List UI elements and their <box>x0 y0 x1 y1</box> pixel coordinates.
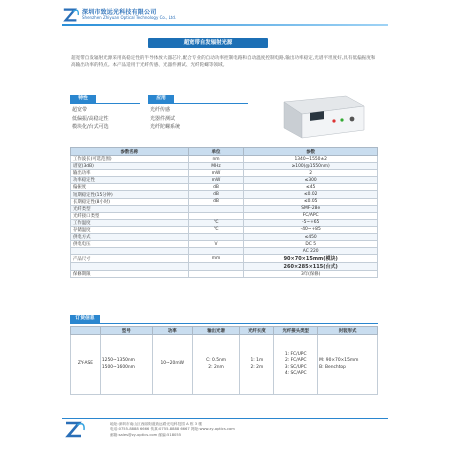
spec-cell-param <box>71 263 189 271</box>
spec-cell-value: 1340~1550±2 <box>244 156 378 163</box>
order-table <box>70 326 378 395</box>
spec-cell-value: ≤45 <box>244 184 378 191</box>
spec-cell-unit: V <box>188 241 244 248</box>
order-band: 1250~1350nm <box>101 358 135 363</box>
product-image <box>276 92 368 142</box>
order-bands <box>100 335 152 395</box>
spec-header-param: 参数名称 <box>71 148 189 156</box>
spec-table <box>70 147 378 278</box>
spec-cell-value: ≤0.02 <box>244 191 378 198</box>
spec-cell-value: -40~+85 <box>244 226 378 233</box>
order-header-package: 封装形式 <box>318 327 378 335</box>
order-band: 1500~1600nm <box>101 364 135 370</box>
spec-cell-value: ≤300 <box>244 177 378 184</box>
spec-row <box>71 241 378 248</box>
order-package-option: M: 90×70×15mm <box>319 358 359 363</box>
spec-row <box>71 263 378 271</box>
order-power: 10~20mW <box>152 335 192 395</box>
order-header-spectrum: 输出光谱 <box>192 327 240 335</box>
applications-underline <box>148 103 248 104</box>
spec-table-body <box>71 156 378 278</box>
spec-row <box>71 170 378 177</box>
spec-cell-unit <box>188 234 244 241</box>
spec-cell-value: DC 5 <box>244 241 378 248</box>
footer-line: 电话:0755-8888 6666 传真:0755-8888 6667 网址:www.zy-optics.com <box>110 427 235 432</box>
company-logo-icon <box>62 6 80 24</box>
applications-heading: 应用 <box>148 95 174 103</box>
order-length-option: 1: 1m <box>250 358 264 363</box>
spec-cell-unit <box>188 263 244 271</box>
spec-cell-param: 光纤接口类型 <box>71 212 189 219</box>
spec-cell-unit <box>188 248 244 255</box>
footer-logo-icon <box>64 418 86 440</box>
order-spectrum-option: 2: 2nm <box>208 364 224 370</box>
spec-cell-unit: dB <box>188 184 244 191</box>
page-header <box>62 6 388 26</box>
feature-item: 低偏振/高稳定性 <box>72 115 109 122</box>
order-header-blank <box>71 327 101 335</box>
header-divider <box>62 24 388 26</box>
spec-cell-value: -5~+65 <box>244 219 378 226</box>
spec-row <box>71 234 378 241</box>
spec-cell-value: 260×285×115(台式) <box>244 263 378 271</box>
spec-cell-unit <box>188 271 244 278</box>
order-header-power: 功率 <box>152 327 192 335</box>
spec-cell-value: ≥100(@1550nm) <box>244 163 378 170</box>
application-item: 光器件测试 <box>150 115 176 122</box>
spec-row <box>71 198 378 205</box>
intro-paragraph: 超宽带自发辐射光源采用高稳定性的半导体放大器芯片,配合专业的自动功率控制电路和自动温度控制电路,输出功率稳定,光谱平坦度好,具有低偏振度和高输出功率的特点。本产品适用于光纤传感、光器件测试、光纤陀螺等领域。 <box>71 56 376 68</box>
spec-row <box>71 163 378 170</box>
spec-cell-unit: mW <box>188 177 244 184</box>
spec-cell-unit: dB <box>188 191 244 198</box>
spec-cell-param: 光纤类型 <box>71 205 189 212</box>
application-item: 光纤陀螺系统 <box>150 124 181 130</box>
spec-row <box>71 255 378 263</box>
spec-cell-param: 输出功率 <box>71 170 189 177</box>
order-length <box>240 335 274 395</box>
spec-cell-param: 工作波长(可选范围) <box>71 156 189 163</box>
order-package <box>318 335 378 395</box>
spec-cell-unit: nm <box>188 156 244 163</box>
spec-cell-param: 长期稳定性(8小时) <box>71 198 189 205</box>
company-name-en: Shenzhen Zhiyuan Optical Technology Co., Ltd. <box>82 15 177 20</box>
spec-row <box>71 248 378 255</box>
document-title: 超宽带自发辐射光源 <box>148 38 268 48</box>
spec-row <box>71 271 378 278</box>
spec-cell-param: 功率稳定性 <box>71 177 189 184</box>
order-header-connector: 光纤接头类型 <box>274 327 318 335</box>
spec-cell-param: 存储温度 <box>71 226 189 233</box>
order-heading: 订货信息 <box>70 315 100 323</box>
spec-cell-unit: MHz <box>188 163 244 170</box>
order-length-option: 2: 2m <box>250 364 264 370</box>
datasheet-page <box>62 0 388 450</box>
spec-cell-unit: dB <box>188 198 244 205</box>
spec-cell-unit: mm <box>188 255 244 263</box>
spec-cell-param <box>71 248 189 255</box>
features-list <box>72 106 109 132</box>
footer-line: 邮箱:sales@zy-optics.com 邮编:518055 <box>110 432 182 437</box>
spec-cell-value: SMF-28e <box>244 205 378 212</box>
spec-row <box>71 219 378 226</box>
spec-row <box>71 212 378 219</box>
order-connector-option: 2: FC/APC <box>284 358 307 363</box>
spec-cell-unit <box>188 205 244 212</box>
footer-line: 地址:深圳市南山区西丽街道致远路光电科技园 A 栋 3 楼 <box>110 422 202 426</box>
spec-cell-param: 偏振度 <box>71 184 189 191</box>
spec-header-unit: 单位 <box>188 148 244 156</box>
footer-contact <box>110 422 370 438</box>
footer-divider <box>62 418 388 419</box>
spec-cell-param: 谱宽(3dB) <box>71 163 189 170</box>
spec-cell-unit <box>188 212 244 219</box>
order-underline <box>70 323 378 324</box>
spec-row <box>71 184 378 191</box>
spec-cell-value: 3年(保修) <box>244 271 378 278</box>
spec-cell-value: ≤0.05 <box>244 198 378 205</box>
spec-header-value: 参数 <box>244 148 378 156</box>
order-connector-option: 3: SC/UPC <box>284 364 307 370</box>
spec-cell-value: 90×70×15mm(模块) <box>244 255 378 263</box>
spec-cell-unit: ℃ <box>188 219 244 226</box>
application-item: 光纤传感 <box>150 107 171 113</box>
order-header-model: 型号 <box>100 327 152 335</box>
order-package-option: B: Benchtop <box>319 364 346 370</box>
spec-cell-value: 2 <box>244 170 378 177</box>
order-spectrum <box>192 335 240 395</box>
spec-row <box>71 156 378 163</box>
order-model: ZY-ASE <box>71 335 101 395</box>
order-connectors <box>274 335 318 395</box>
spec-cell-param: 供电方式 <box>71 234 189 241</box>
spec-cell-param: 工作温度 <box>71 219 189 226</box>
spec-cell-value: ≤450 <box>244 234 378 241</box>
spec-row <box>71 205 378 212</box>
spec-row <box>71 226 378 233</box>
spec-row <box>71 177 378 184</box>
order-connector-option: 1: FC/UPC <box>284 351 307 357</box>
order-connector-option: 4: SC/APC <box>284 371 307 376</box>
features-underline <box>70 103 140 104</box>
spec-cell-value: FC/APC <box>244 212 378 219</box>
spec-cell-param: 供电电压 <box>71 241 189 248</box>
feature-item: 模块化/台式可选 <box>72 124 109 130</box>
company-name: 深圳市致远光科技有限公司 <box>82 9 157 16</box>
spec-cell-unit: mW <box>188 170 244 177</box>
spec-cell-param: 产品尺寸 <box>71 255 189 263</box>
feature-item: 超宽带 <box>72 107 88 113</box>
spec-row <box>71 191 378 198</box>
order-spectrum-option: C: 0.5nm <box>206 358 227 363</box>
features-heading: 特性 <box>70 95 96 103</box>
applications-list <box>150 106 180 132</box>
spec-cell-param: 短期稳定性(15分钟) <box>71 191 189 198</box>
spec-cell-unit: ℃ <box>188 226 244 233</box>
order-header-length: 光纤长度 <box>240 327 274 335</box>
spec-cell-param: 保修期限 <box>71 271 189 278</box>
spec-cell-value: AC 220 <box>244 248 378 255</box>
